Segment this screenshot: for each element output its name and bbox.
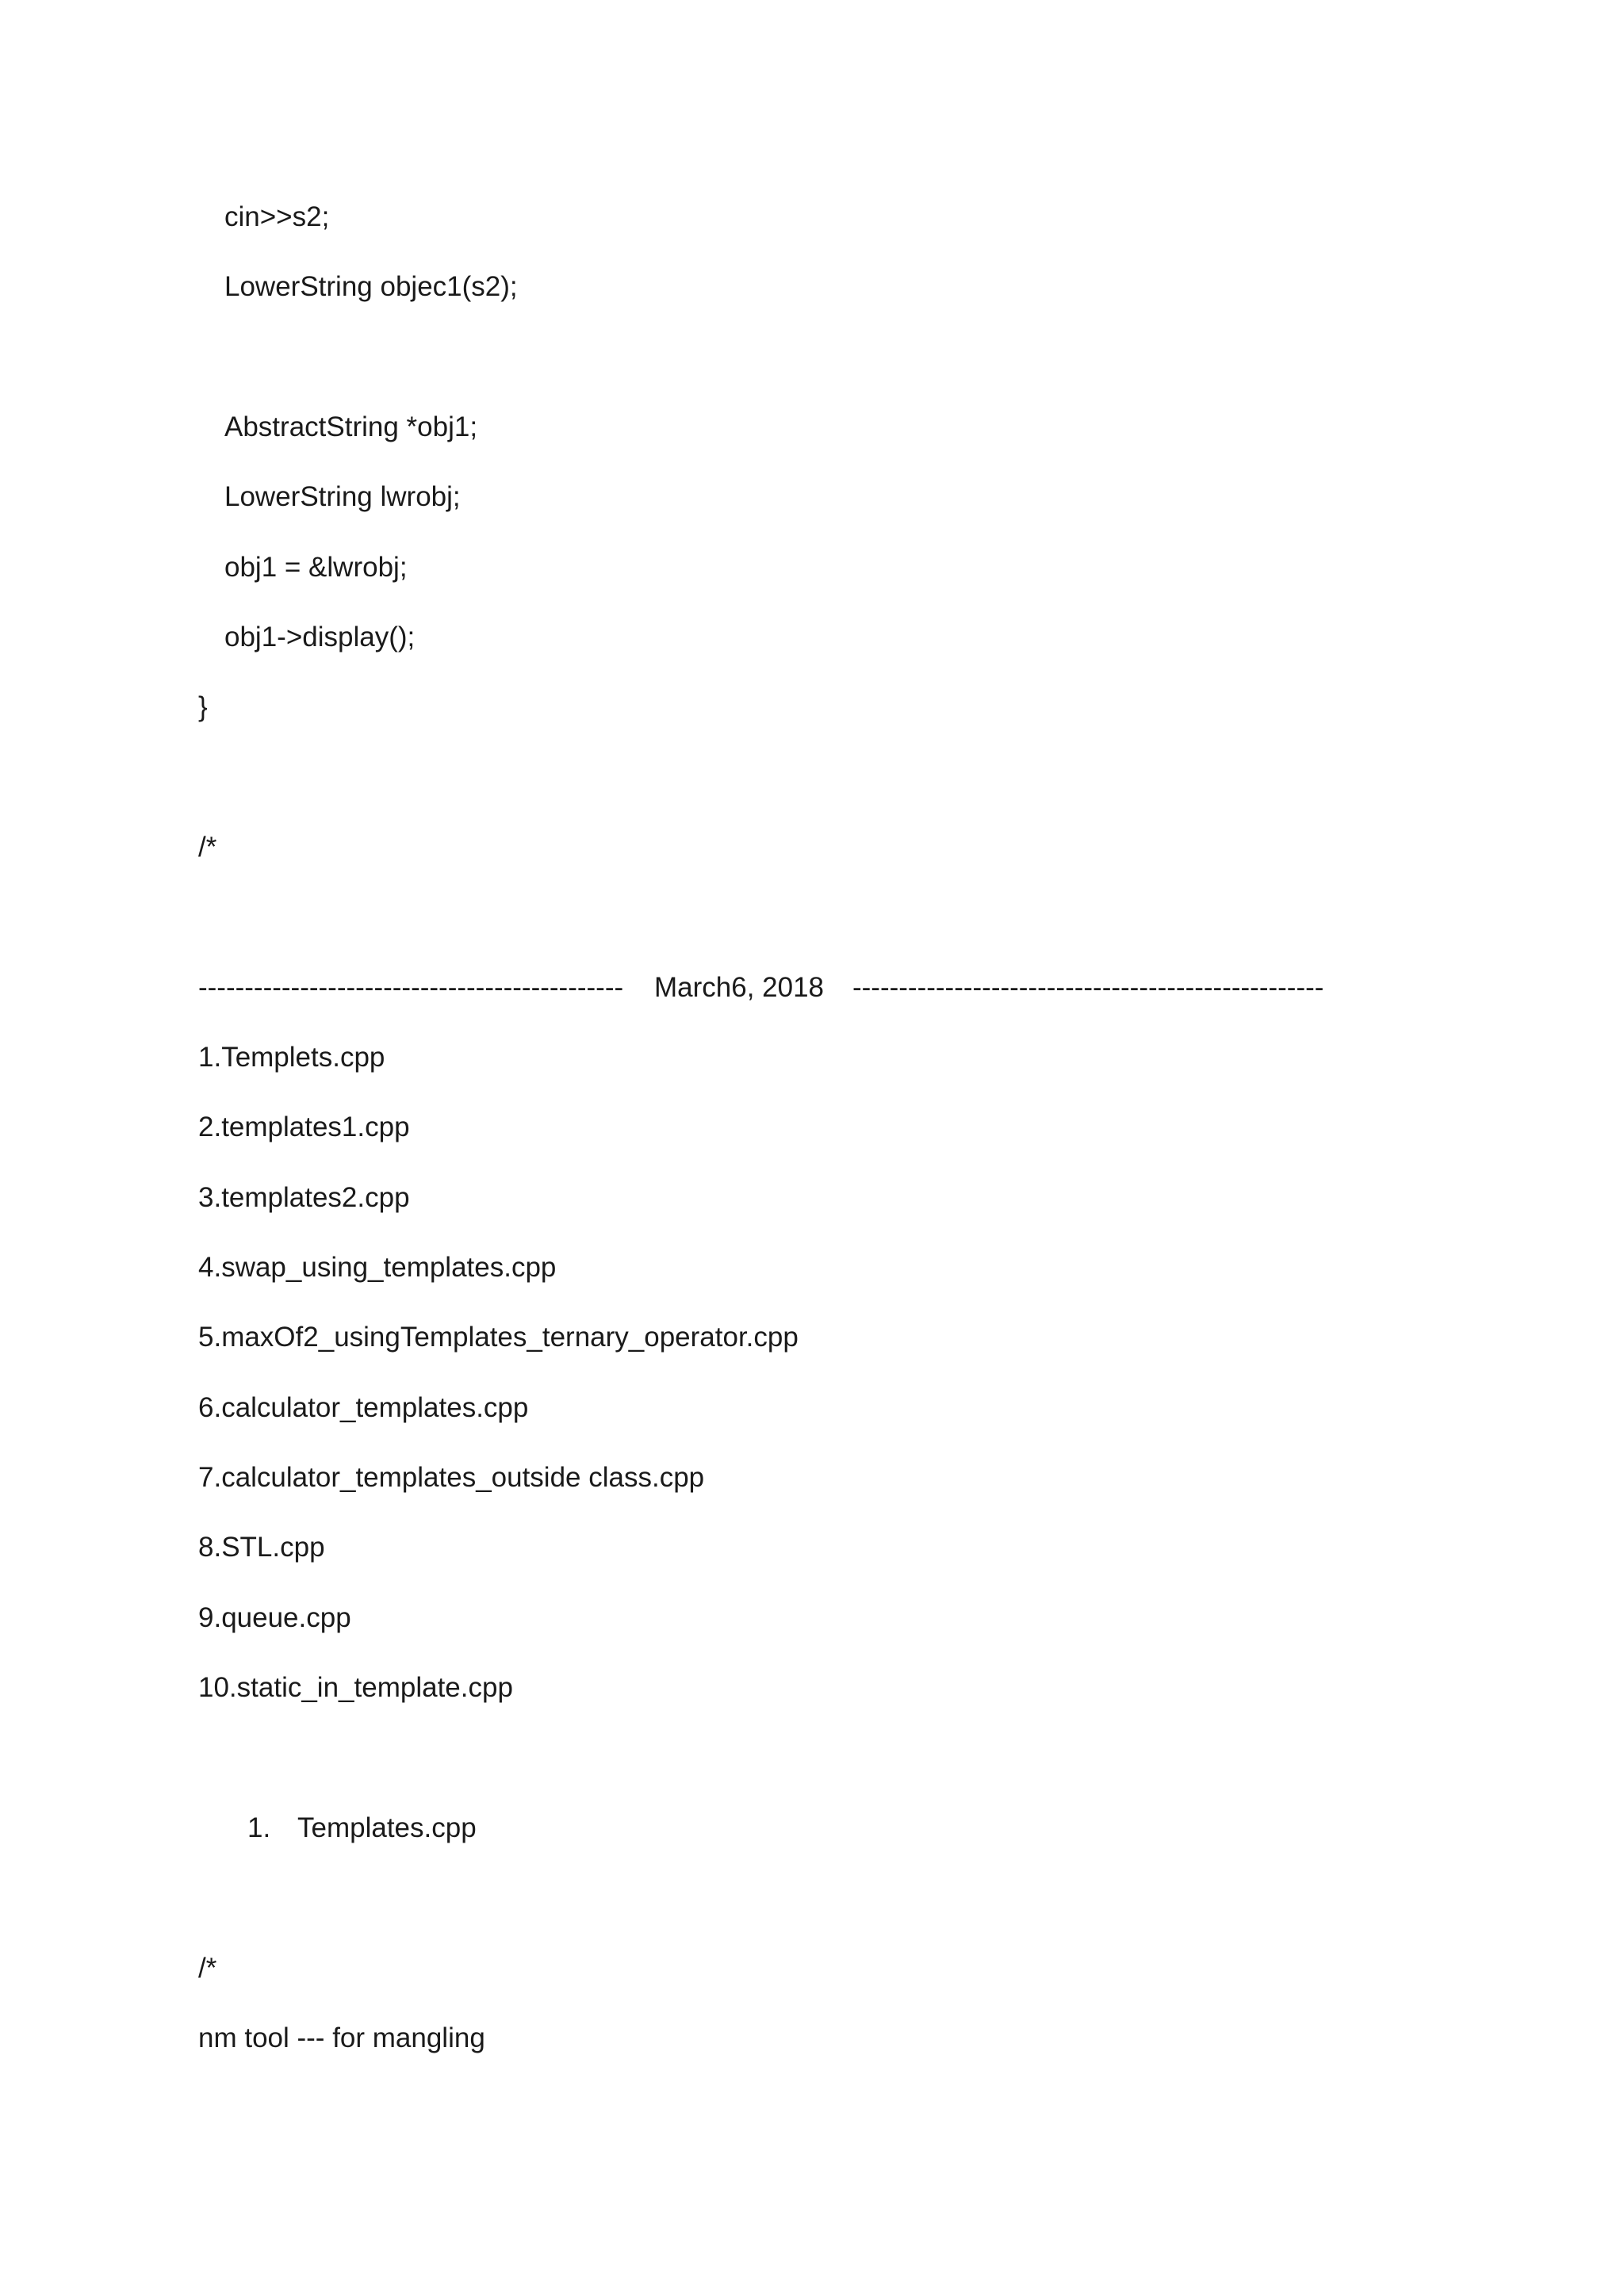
code-line: obj1 = &lwrobj; [224,552,408,583]
section-title: Templates.cpp [297,1812,477,1843]
code-line: LowerString lwrobj; [224,481,461,512]
file-list-item: 1.Templets.cpp [198,1042,385,1073]
code-line: obj1->display(); [224,622,416,652]
file-list-item: 10.static_in_template.cpp [198,1672,513,1703]
file-list-item: 8.STL.cpp [198,1532,325,1563]
note-text: nm tool --- for mangling [198,2022,485,2053]
file-list-item: 2.templates1.cpp [198,1112,410,1142]
file-list-item: 6.calculator_templates.cpp [198,1392,529,1423]
file-list-item: 9.queue.cpp [198,1602,351,1633]
file-list-item: 5.maxOf2_usingTemplates_ternary_operator.cpp [198,1322,799,1353]
separator-left-dashes: ---------------------------------------------- [198,972,624,1003]
separator-date: March6, 2018 [654,972,825,1003]
comment-open: /* [198,1953,217,1984]
code-line: cin>>s2; [224,201,330,232]
file-list-item: 7.calculator_templates_outside class.cpp [198,1462,705,1493]
file-list-item: 4.swap_using_templates.cpp [198,1252,557,1283]
separator-right-dashes: --------------------------------------------------- [852,972,1324,1003]
closing-brace: } [198,691,208,722]
file-list-item: 3.templates2.cpp [198,1182,410,1213]
code-line: LowerString objec1(s2); [224,271,518,302]
section-number: 1. [247,1812,271,1843]
code-line: AbstractString *obj1; [224,411,478,442]
comment-open: /* [198,832,217,863]
